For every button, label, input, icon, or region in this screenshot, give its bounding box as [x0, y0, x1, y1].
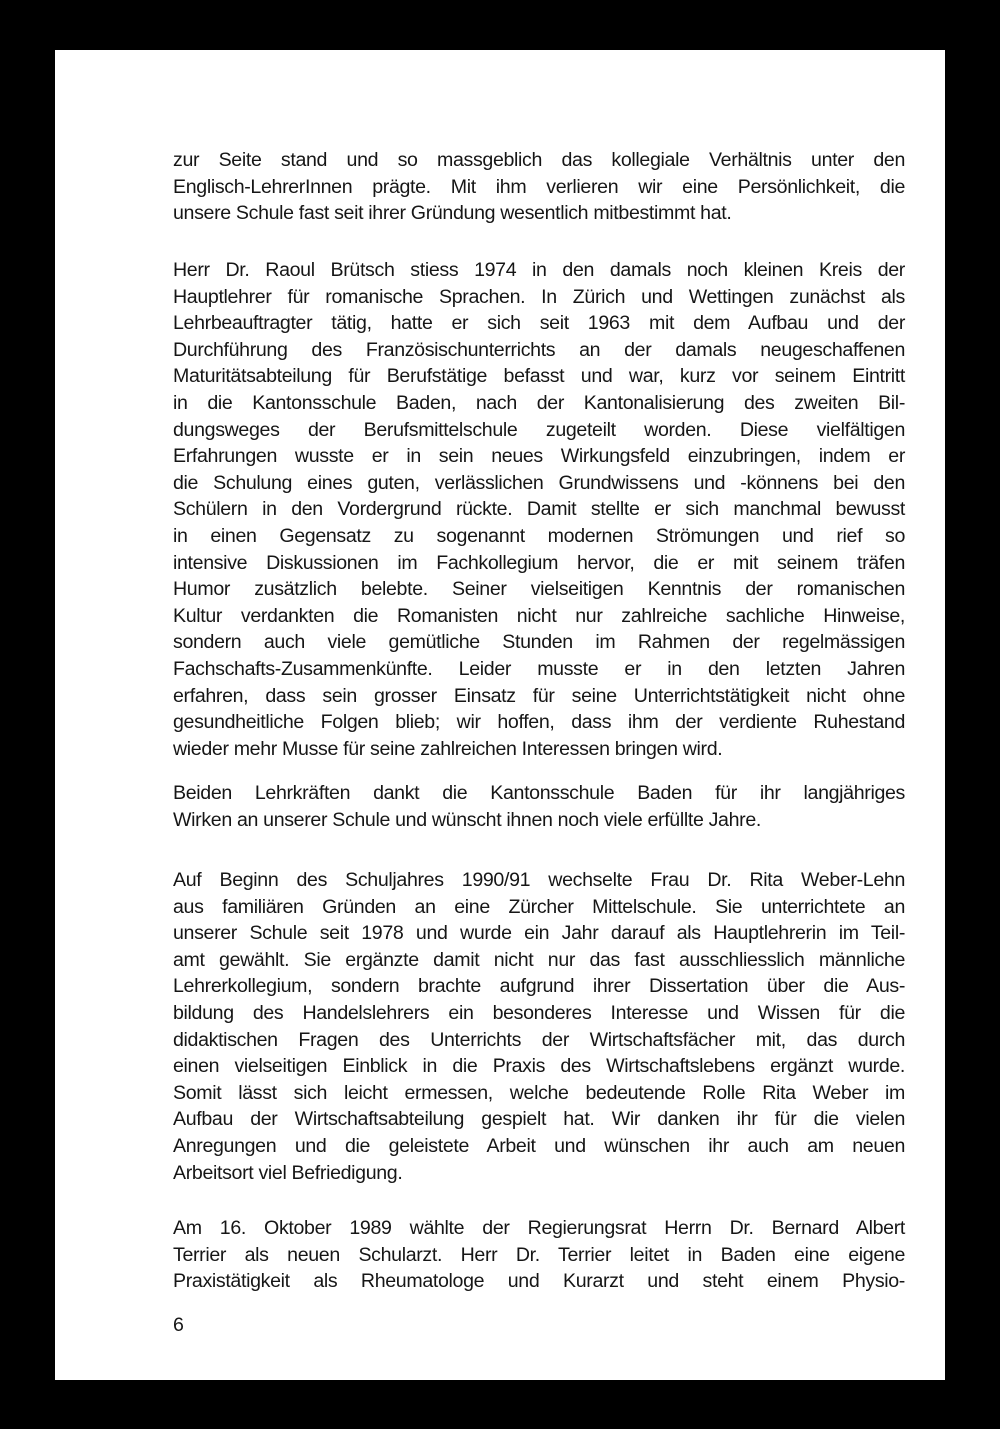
- text-line: wieder mehr Musse für seine zahlreichen Interessen bringen wird.: [173, 737, 723, 760]
- paragraph: [173, 780, 905, 833]
- paragraph: [173, 147, 905, 227]
- text-line: Erfahrungen wusste er in sein neues Wirkungsfeld einzubringen, indem er: [173, 445, 905, 468]
- text-line: Herr Dr. Raoul Brütsch stiess 1974 in den damals noch kleinen Kreis der: [173, 259, 905, 281]
- text-line: dungsweges der Berufsmittelschule zugeteilt worden. Diese vielfältigen: [173, 418, 905, 441]
- text-line: Schülern in den Vordergrund rückte. Damit stellte er sich manchmal bewusst: [173, 498, 905, 521]
- text-line: Lehrbeauftragter tätig, hatte er sich seit 1963 mit dem Aufbau und der: [173, 312, 905, 335]
- text-line: einen vielseitigen Einblick in die Praxis des Wirtschaftslebens ergänzt wurde.: [173, 1055, 905, 1078]
- text-line: Durchführung des Französischunterrichts an der damals neugeschaffenen: [173, 338, 905, 361]
- text-line: gesundheitliche Folgen blieb; wir hoffen, dass ihm der verdiente Ruhestand: [173, 711, 905, 734]
- paragraph: [173, 257, 905, 762]
- text-line: Praxistätigkeit als Rheumatologe und Kurarzt und steht einem Physio-: [173, 1270, 905, 1293]
- paragraph: [173, 867, 905, 1186]
- text-line: intensive Diskussionen im Fachkollegium hervor, die er mit seinem träfen: [173, 551, 905, 574]
- text-line: Hauptlehrer für romanische Sprachen. In Zürich und Wettingen zunächst als: [173, 285, 905, 308]
- text-line: Aufbau der Wirtschaftsabteilung gespielt hat. Wir danken ihr für die vielen: [173, 1108, 905, 1131]
- text-line: zur Seite stand und so massgeblich das kollegiale Verhältnis unter den: [173, 149, 905, 171]
- text-line: Am 16. Oktober 1989 wählte der Regierungsrat Herrn Dr. Bernard Albert: [173, 1217, 905, 1239]
- text-line: aus familiären Gründen an eine Zürcher Mittelschule. Sie unterrichtete an: [173, 895, 905, 918]
- text-line: unsere Schule fast seit ihrer Gründung wesentlich mitbestimmt hat.: [173, 202, 732, 225]
- text-line: Somit lässt sich leicht ermessen, welche bedeutende Rolle Rita Weber im: [173, 1081, 905, 1104]
- text-line: erfahren, dass sein grosser Einsatz für seine Unterrichtstätigkeit nicht ohne: [173, 684, 905, 707]
- text-line: Maturitätsabteilung für Berufstätige befasst und war, kurz vor seinem Eintritt: [173, 365, 905, 388]
- text-line: die Schulung eines guten, verlässlichen Grundwissens und -könnens bei den: [173, 471, 905, 494]
- text-line: sondern auch viele gemütliche Stunden im Rahmen der regelmässigen: [173, 631, 905, 654]
- text-line: in einen Gegensatz zu sogenannt modernen Strömungen und rief so: [173, 524, 905, 547]
- text-line: unserer Schule seit 1978 und wurde ein Jahr darauf als Hauptlehrerin im Teil-: [173, 922, 905, 945]
- text-line: Terrier als neuen Schularzt. Herr Dr. Terrier leitet in Baden eine eigene: [173, 1243, 905, 1266]
- text-line: Englisch-LehrerInnen prägte. Mit ihm verlieren wir eine Persönlichkeit, die: [173, 175, 905, 198]
- text-line: Arbeitsort viel Befriedigung.: [173, 1161, 403, 1184]
- text-line: Anregungen und die geleistete Arbeit und wünschen ihr auch am neuen: [173, 1134, 905, 1157]
- text-line: Kultur verdankten die Romanisten nicht nur zahlreiche sachliche Hinweise,: [173, 604, 905, 627]
- page-number: 6: [173, 1314, 184, 1336]
- text-line: Beiden Lehrkräften dankt die Kantonsschule Baden für ihr langjähriges: [173, 782, 905, 804]
- text-line: Lehrerkollegium, sondern brachte aufgrund ihrer Dissertation über die Aus-: [173, 975, 905, 998]
- text-line: Humor zusätzlich belebte. Seiner vielseitigen Kenntnis der romanischen: [173, 578, 905, 601]
- text-line: Auf Beginn des Schuljahres 1990/91 wechselte Frau Dr. Rita Weber-Lehn: [173, 869, 905, 891]
- text-line: didaktischen Fragen des Unterrichts der Wirtschaftsfächer mit, das durch: [173, 1028, 905, 1051]
- text-line: in die Kantonsschule Baden, nach der Kantonalisierung des zweiten Bil-: [173, 391, 905, 414]
- document-page: [55, 50, 945, 1380]
- paragraph: [173, 1215, 905, 1295]
- text-line: bildung des Handelslehrers ein besonderes Interesse und Wissen für die: [173, 1001, 905, 1024]
- text-line: Fachschafts-Zusammenkünfte. Leider musste er in den letzten Jahren: [173, 657, 905, 680]
- text-line: Wirken an unserer Schule und wünscht ihnen noch viele erfüllte Jahre.: [173, 808, 761, 831]
- text-line: amt gewählt. Sie ergänzte damit nicht nur das fast ausschliesslich männliche: [173, 948, 905, 971]
